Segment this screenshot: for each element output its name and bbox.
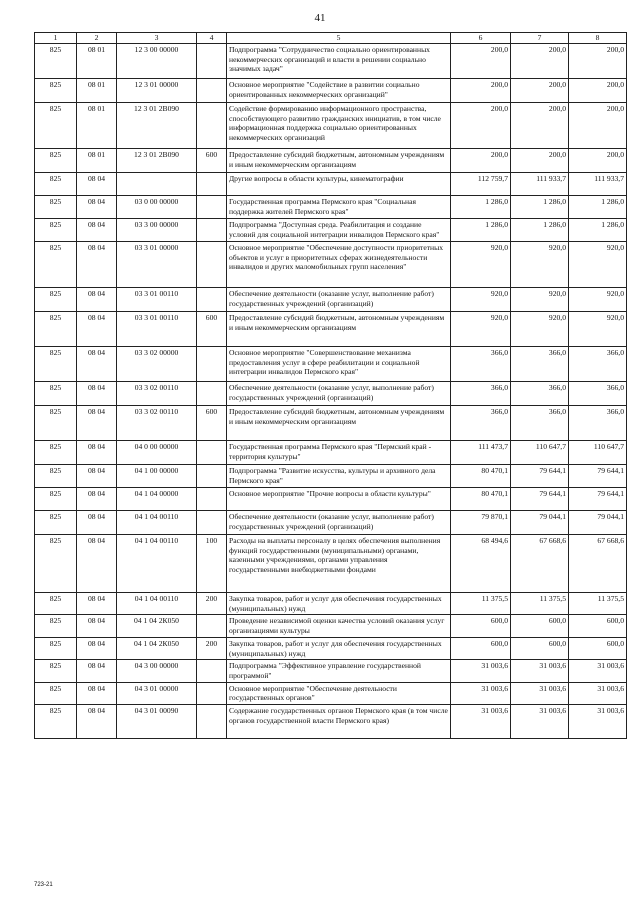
section-code: 08 04: [77, 705, 117, 739]
column-number-row: [35, 33, 627, 44]
item-description: Основное мероприятие "Обеспечение доступности приоритетных объектов и услуг в приоритетных сферах жизнедеятельности инвалидов и других маломобильных групп населения": [227, 242, 451, 288]
item-description: Обеспечение деятельности (оказание услуг, выполнение работ) государственных учреждений (организаций): [227, 382, 451, 406]
expense-type-code: [197, 382, 227, 406]
amount-year-1: 31 003,6: [451, 682, 511, 704]
section-code: 08 04: [77, 682, 117, 704]
column-number: 6: [451, 33, 511, 44]
target-article-code: 03 3 02 00000: [117, 347, 197, 382]
table-row: [35, 196, 627, 219]
target-article-code: 03 3 01 00110: [117, 312, 197, 347]
section-code: 08 04: [77, 312, 117, 347]
amount-year-1: 79 870,1: [451, 511, 511, 535]
amount-year-1: 200,0: [451, 79, 511, 103]
agency-code: 825: [35, 406, 77, 441]
amount-year-3: 110 647,7: [569, 441, 627, 465]
target-article-code: 04 1 00 00000: [117, 465, 197, 488]
table-row: [35, 488, 627, 511]
section-code: 08 04: [77, 535, 117, 593]
amount-year-1: 200,0: [451, 44, 511, 79]
table-row: [35, 173, 627, 196]
amount-year-3: 920,0: [569, 288, 627, 312]
amount-year-3: 200,0: [569, 79, 627, 103]
amount-year-1: 112 759,7: [451, 173, 511, 196]
amount-year-1: 600,0: [451, 637, 511, 659]
amount-year-2: 31 003,6: [511, 682, 569, 704]
amount-year-2: 31 003,6: [511, 705, 569, 739]
expense-type-code: [197, 103, 227, 149]
agency-code: 825: [35, 242, 77, 288]
amount-year-3: 200,0: [569, 44, 627, 79]
item-description: Подпрограмма "Сотрудничество социально ориентированных некоммерческих организаций и власти в решении социально значимых задач": [227, 44, 451, 79]
table-row: [35, 535, 627, 593]
table-body: [35, 44, 627, 739]
amount-year-1: 366,0: [451, 382, 511, 406]
item-description: Содействие формированию информационного пространства, способствующего развитию гражданских инициатив, в том числе информационная поддержка социально ориентированных некоммерческих организаций: [227, 103, 451, 149]
target-article-code: 03 0 00 00000: [117, 196, 197, 219]
amount-year-1: 80 470,1: [451, 465, 511, 488]
amount-year-2: 366,0: [511, 347, 569, 382]
target-article-code: 04 1 04 00000: [117, 488, 197, 511]
agency-code: 825: [35, 660, 77, 682]
target-article-code: 04 1 04 00110: [117, 511, 197, 535]
target-article-code: 03 3 01 00110: [117, 288, 197, 312]
section-code: 08 04: [77, 615, 117, 637]
table-row: [35, 406, 627, 441]
amount-year-3: 600,0: [569, 637, 627, 659]
item-description: Другие вопросы в области культуры, кинематографии: [227, 173, 451, 196]
section-code: 08 04: [77, 593, 117, 615]
table-row: [35, 511, 627, 535]
agency-code: 825: [35, 196, 77, 219]
amount-year-3: 200,0: [569, 149, 627, 173]
target-article-code: 12 3 01 2В090: [117, 103, 197, 149]
amount-year-2: 11 375,5: [511, 593, 569, 615]
expense-type-code: 600: [197, 406, 227, 441]
column-number: 8: [569, 33, 627, 44]
table-row: [35, 242, 627, 288]
amount-year-1: 920,0: [451, 242, 511, 288]
column-number: 3: [117, 33, 197, 44]
expense-type-code: 200: [197, 637, 227, 659]
section-code: 08 04: [77, 511, 117, 535]
item-description: Обеспечение деятельности (оказание услуг, выполнение работ) государственных учреждений (организаций): [227, 288, 451, 312]
table-row: [35, 615, 627, 637]
agency-code: 825: [35, 173, 77, 196]
item-description: Расходы на выплаты персоналу в целях обеспечения выполнения функций государственными (муниципальными) органами, казенными учреждениями, органами управления государственными внебюджетными фондами: [227, 535, 451, 593]
amount-year-2: 67 668,6: [511, 535, 569, 593]
amount-year-2: 200,0: [511, 44, 569, 79]
amount-year-1: 11 375,5: [451, 593, 511, 615]
agency-code: 825: [35, 441, 77, 465]
amount-year-1: 920,0: [451, 312, 511, 347]
expense-type-code: [197, 615, 227, 637]
amount-year-1: 1 286,0: [451, 219, 511, 242]
agency-code: 825: [35, 79, 77, 103]
amount-year-1: 31 003,6: [451, 705, 511, 739]
expense-type-code: 100: [197, 535, 227, 593]
amount-year-2: 366,0: [511, 406, 569, 441]
amount-year-1: 920,0: [451, 288, 511, 312]
section-code: 08 01: [77, 103, 117, 149]
amount-year-3: 79 644,1: [569, 488, 627, 511]
expense-type-code: [197, 682, 227, 704]
amount-year-3: 31 003,6: [569, 682, 627, 704]
agency-code: 825: [35, 465, 77, 488]
agency-code: 825: [35, 347, 77, 382]
amount-year-2: 200,0: [511, 149, 569, 173]
amount-year-2: 1 286,0: [511, 219, 569, 242]
expense-type-code: [197, 44, 227, 79]
table-row: [35, 660, 627, 682]
agency-code: 825: [35, 615, 77, 637]
amount-year-3: 366,0: [569, 382, 627, 406]
agency-code: 825: [35, 511, 77, 535]
target-article-code: 12 3 00 00000: [117, 44, 197, 79]
section-code: 08 04: [77, 488, 117, 511]
target-article-code: 03 3 02 00110: [117, 406, 197, 441]
amount-year-3: 600,0: [569, 615, 627, 637]
item-description: Подпрограмма "Развитие искусства, культуры и архивного дела Пермского края": [227, 465, 451, 488]
agency-code: 825: [35, 682, 77, 704]
section-code: 08 04: [77, 242, 117, 288]
expense-type-code: [197, 465, 227, 488]
section-code: 08 04: [77, 637, 117, 659]
amount-year-2: 366,0: [511, 382, 569, 406]
target-article-code: 12 3 01 00000: [117, 79, 197, 103]
agency-code: 825: [35, 488, 77, 511]
amount-year-3: 79 044,1: [569, 511, 627, 535]
target-article-code: 04 1 04 2К050: [117, 637, 197, 659]
target-article-code: 04 0 00 00000: [117, 441, 197, 465]
item-description: Подпрограмма "Доступная среда. Реабилитация и создание условий для социальной интеграции инвалидов Пермского края": [227, 219, 451, 242]
table-row: [35, 441, 627, 465]
amount-year-2: 920,0: [511, 288, 569, 312]
target-article-code: 03 3 01 00000: [117, 242, 197, 288]
item-description: Обеспечение деятельности (оказание услуг, выполнение работ) государственных учреждений (организаций): [227, 511, 451, 535]
expense-type-code: 600: [197, 149, 227, 173]
expense-type-code: [197, 242, 227, 288]
expense-type-code: [197, 488, 227, 511]
column-number: 2: [77, 33, 117, 44]
column-number: 1: [35, 33, 77, 44]
expense-type-code: [197, 288, 227, 312]
agency-code: 825: [35, 593, 77, 615]
amount-year-3: 31 003,6: [569, 705, 627, 739]
expense-type-code: [197, 705, 227, 739]
budget-table: [34, 32, 627, 739]
section-code: 08 01: [77, 149, 117, 173]
amount-year-2: 200,0: [511, 103, 569, 149]
table-row: [35, 288, 627, 312]
table-row: [35, 79, 627, 103]
footer-code: 723-21: [34, 882, 53, 888]
section-code: 08 04: [77, 196, 117, 219]
agency-code: 825: [35, 382, 77, 406]
table-row: [35, 593, 627, 615]
amount-year-2: 31 003,6: [511, 660, 569, 682]
section-code: 08 01: [77, 44, 117, 79]
amount-year-2: 79 044,1: [511, 511, 569, 535]
expense-type-code: [197, 660, 227, 682]
section-code: 08 04: [77, 347, 117, 382]
target-article-code: 04 3 01 00000: [117, 682, 197, 704]
column-number: 7: [511, 33, 569, 44]
table-row: [35, 682, 627, 704]
agency-code: 825: [35, 103, 77, 149]
expense-type-code: [197, 441, 227, 465]
amount-year-3: 79 644,1: [569, 465, 627, 488]
section-code: 08 04: [77, 660, 117, 682]
target-article-code: 04 1 04 00110: [117, 593, 197, 615]
amount-year-3: 31 003,6: [569, 660, 627, 682]
target-article-code: 04 3 01 00090: [117, 705, 197, 739]
amount-year-1: 366,0: [451, 406, 511, 441]
item-description: Предоставление субсидий бюджетным, автономным учреждениям и иным некоммерческим организациям: [227, 406, 451, 441]
item-description: Государственная программа Пермского края "Пермский край - территория культуры": [227, 441, 451, 465]
expense-type-code: [197, 173, 227, 196]
amount-year-1: 31 003,6: [451, 660, 511, 682]
table-row: [35, 637, 627, 659]
item-description: Предоставление субсидий бюджетным, автономным учреждениям и иным некоммерческим организациям: [227, 149, 451, 173]
item-description: Основное мероприятие "Прочие вопросы в области культуры": [227, 488, 451, 511]
amount-year-3: 920,0: [569, 312, 627, 347]
expense-type-code: 200: [197, 593, 227, 615]
item-description: Подпрограмма "Эффективное управление государственной программой": [227, 660, 451, 682]
target-article-code: 04 1 04 00110: [117, 535, 197, 593]
amount-year-2: 920,0: [511, 312, 569, 347]
agency-code: 825: [35, 705, 77, 739]
table-row: [35, 44, 627, 79]
agency-code: 825: [35, 637, 77, 659]
item-description: Предоставление субсидий бюджетным, автономным учреждениям и иным некоммерческим организациям: [227, 312, 451, 347]
section-code: 08 04: [77, 406, 117, 441]
item-description: Государственная программа Пермского края "Социальная поддержка жителей Пермского края": [227, 196, 451, 219]
amount-year-3: 11 375,5: [569, 593, 627, 615]
agency-code: 825: [35, 149, 77, 173]
amount-year-3: 1 286,0: [569, 196, 627, 219]
expense-type-code: [197, 219, 227, 242]
item-description: Основное мероприятие "Содействие в развитии социально ориентированных некоммерческих организаций": [227, 79, 451, 103]
section-code: 08 04: [77, 382, 117, 406]
amount-year-3: 111 933,7: [569, 173, 627, 196]
section-code: 08 04: [77, 173, 117, 196]
item-description: Содержание государственных органов Пермского края (в том числе органов государственной власти Пермского края): [227, 705, 451, 739]
amount-year-2: 79 644,1: [511, 465, 569, 488]
target-article-code: 04 3 00 00000: [117, 660, 197, 682]
amount-year-3: 366,0: [569, 406, 627, 441]
section-code: 08 04: [77, 465, 117, 488]
amount-year-3: 366,0: [569, 347, 627, 382]
table-row: [35, 103, 627, 149]
table-row: [35, 382, 627, 406]
section-code: 08 04: [77, 219, 117, 242]
target-article-code: 03 3 02 00110: [117, 382, 197, 406]
expense-type-code: [197, 79, 227, 103]
item-description: Проведение независимой оценки качества условий оказания услуг организациями культуры: [227, 615, 451, 637]
table-row: [35, 705, 627, 739]
amount-year-1: 366,0: [451, 347, 511, 382]
expense-type-code: [197, 511, 227, 535]
amount-year-2: 110 647,7: [511, 441, 569, 465]
amount-year-3: 67 668,6: [569, 535, 627, 593]
target-article-code: 04 1 04 2К050: [117, 615, 197, 637]
item-description: Основное мероприятие "Обеспечение деятельности государственных органов": [227, 682, 451, 704]
amount-year-1: 111 473,7: [451, 441, 511, 465]
amount-year-1: 600,0: [451, 615, 511, 637]
agency-code: 825: [35, 288, 77, 312]
column-number: 5: [227, 33, 451, 44]
amount-year-2: 600,0: [511, 615, 569, 637]
target-article-code: [117, 173, 197, 196]
item-description: Основное мероприятие "Совершенствование механизма предоставления услуг в сфере реабилитации и социальной интеграции инвалидов Пермского края": [227, 347, 451, 382]
amount-year-3: 200,0: [569, 103, 627, 149]
item-description: Закупка товаров, работ и услуг для обеспечения государственных (муниципальных) нужд: [227, 593, 451, 615]
target-article-code: 03 3 00 00000: [117, 219, 197, 242]
table-row: [35, 149, 627, 173]
section-code: 08 04: [77, 288, 117, 312]
section-code: 08 04: [77, 441, 117, 465]
amount-year-2: 920,0: [511, 242, 569, 288]
agency-code: 825: [35, 312, 77, 347]
table-row: [35, 347, 627, 382]
amount-year-2: 79 644,1: [511, 488, 569, 511]
amount-year-3: 920,0: [569, 242, 627, 288]
item-description: Закупка товаров, работ и услуг для обеспечения государственных (муниципальных) нужд: [227, 637, 451, 659]
expense-type-code: 600: [197, 312, 227, 347]
amount-year-2: 600,0: [511, 637, 569, 659]
agency-code: 825: [35, 535, 77, 593]
amount-year-2: 200,0: [511, 79, 569, 103]
agency-code: 825: [35, 219, 77, 242]
expense-type-code: [197, 347, 227, 382]
agency-code: 825: [35, 44, 77, 79]
amount-year-1: 1 286,0: [451, 196, 511, 219]
expense-type-code: [197, 196, 227, 219]
amount-year-1: 68 494,6: [451, 535, 511, 593]
table-row: [35, 312, 627, 347]
column-number: 4: [197, 33, 227, 44]
target-article-code: 12 3 01 2В090: [117, 149, 197, 173]
amount-year-2: 111 933,7: [511, 173, 569, 196]
page-number: 41: [314, 12, 326, 24]
amount-year-1: 80 470,1: [451, 488, 511, 511]
table-row: [35, 465, 627, 488]
amount-year-1: 200,0: [451, 149, 511, 173]
amount-year-1: 200,0: [451, 103, 511, 149]
table-row: [35, 219, 627, 242]
amount-year-3: 1 286,0: [569, 219, 627, 242]
section-code: 08 01: [77, 79, 117, 103]
amount-year-2: 1 286,0: [511, 196, 569, 219]
